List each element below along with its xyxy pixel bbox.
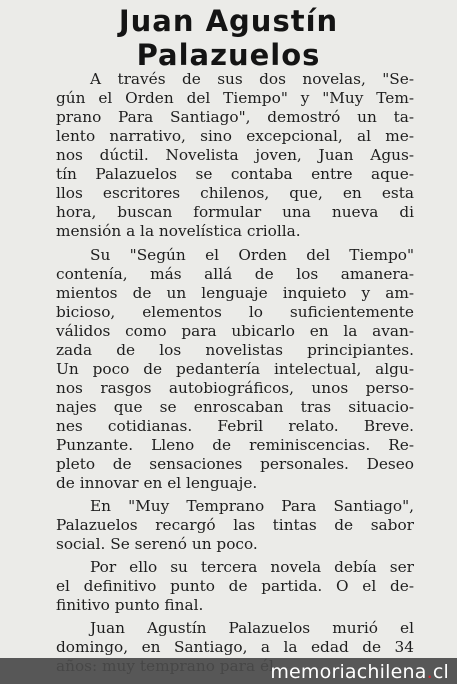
body-line: social. Se serenó un poco.	[56, 535, 258, 553]
body-line: Punzante. Lleno de reminiscencias. Re-	[56, 436, 414, 454]
body-line: válidos como para ubicarlo en la avan-	[56, 322, 414, 340]
body-line: domingo, en Santiago, a la edad de 34	[56, 638, 414, 656]
watermark-dot: .	[426, 661, 433, 683]
body-line: hora, buscan formular una nueva di	[56, 203, 414, 221]
body-line: tín Palazuelos se contaba entre aque-	[56, 165, 414, 183]
body-line: gún el Orden del Tiempo" y "Muy Tem-	[56, 89, 414, 107]
body-line: Juan Agustín Palazuelos murió el	[90, 619, 414, 637]
watermark-part-3: cl	[432, 661, 449, 683]
body-line: Un poco de pedantería intelectual, algu-	[56, 360, 414, 378]
body-line: Por ello su tercera novela debía ser	[90, 558, 414, 576]
body-line: A través de sus dos novelas, "Se-	[90, 70, 414, 88]
body-line: nos rasgos autobiográficos, unos perso-	[56, 379, 414, 397]
body-line: mientos de un lenguaje inquieto y am-	[56, 284, 414, 302]
body-line: lento narrativo, sino excepcional, al me-	[56, 127, 414, 145]
body-line: el definitivo punto de partida. O el de-	[56, 577, 414, 595]
watermark-logo	[270, 661, 449, 683]
body-line: prano Para Santiago", demostró un ta-	[56, 108, 414, 126]
body-line: pleto de sensaciones personales. Deseo	[56, 455, 414, 473]
body-line: nos dúctil. Novelista joven, Juan Agus-	[56, 146, 414, 164]
body-line: Palazuelos recargó las tintas de sabor	[56, 516, 414, 534]
body-line: zada de los novelistas principiantes.	[56, 341, 414, 359]
body-line: najes que se enroscaban tras situacio-	[56, 398, 414, 416]
body-line: de innovar en el lenguaje.	[56, 474, 258, 492]
watermark-part-2: chilena	[356, 661, 427, 683]
article-title-line-2: Palazuelos	[136, 38, 321, 72]
body-line: mensión a la novelística criolla.	[56, 222, 301, 240]
body-line: finitivo punto final.	[56, 596, 204, 614]
body-line: nes cotidianas. Febril relato. Breve.	[56, 417, 414, 435]
body-line: llos escritores chilenos, que, en esta	[56, 184, 414, 202]
watermark-part-1: memoria	[270, 661, 357, 683]
body-line: contenía, más allá de los amanera-	[56, 265, 414, 283]
body-line: En "Muy Temprano Para Santiago",	[90, 497, 414, 515]
body-line: Su "Según el Orden del Tiempo"	[90, 246, 414, 264]
article-title-line-1: Juan Agustín	[118, 4, 339, 38]
body-line: bicioso, elementos lo suficientemente	[56, 303, 414, 321]
